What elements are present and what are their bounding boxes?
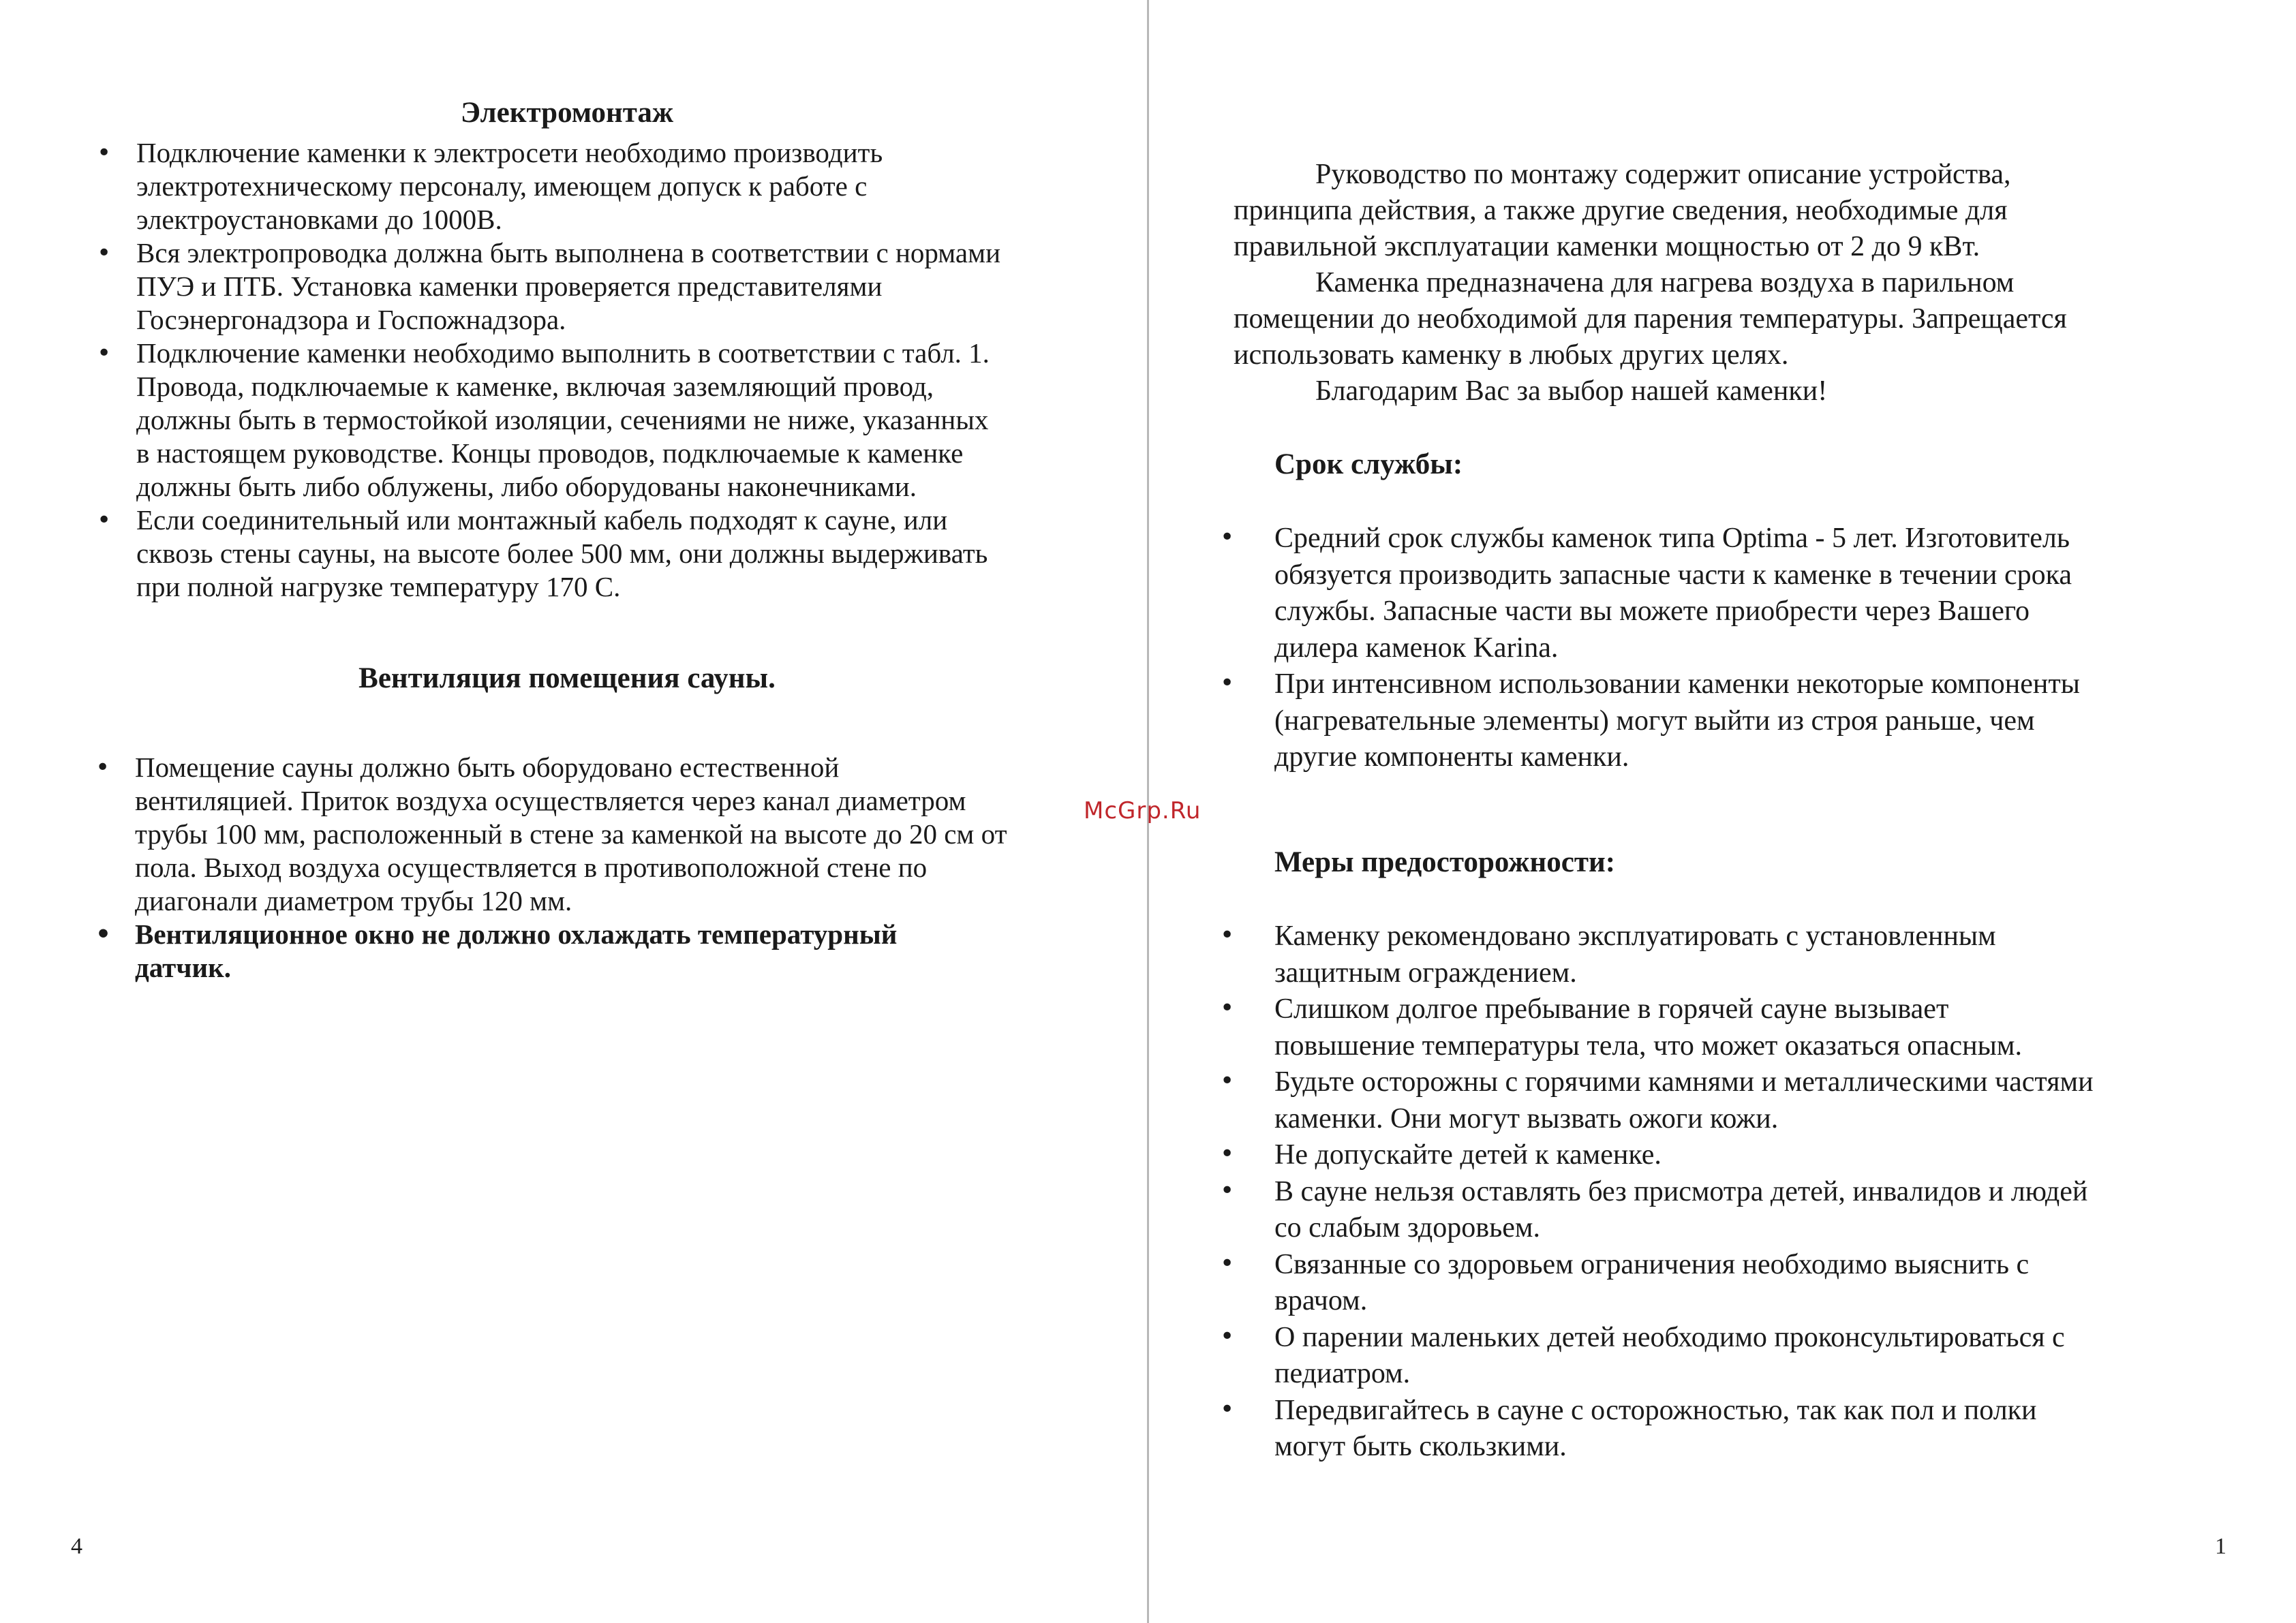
intro-paragraph: Руководство по монтажу содержит описание устройства, принципа действия, а также другие сведения, необходимые для правильной эксплуатации каменки мощностью от 2 до 9 кВт. [1234,159,2011,262]
electrical-heading: Электромонтаж [460,97,674,129]
electrical-list [136,136,1090,604]
list-item: • Не допускайте детей к каменке. [1274,1137,2269,1174]
precautions-list [1274,918,2269,1466]
service-life-list [1274,521,2263,776]
ventilation-list [135,751,1089,985]
list-item: • При интенсивном использовании каменки некоторые компоненты (нагревательные элементы) могут выйти из строя раньше, чем другие компоненты каменки. [1274,666,2263,776]
list-item: • Каменку рекомендовано эксплуатировать с установленным защитным ограждением. [1274,918,2269,991]
list-item: • Подключение каменки необходимо выполнить в соответствии с табл. 1. Провода, подключаемые к каменке, включая заземляющий провод, должны быть в термостойкой изоляции, сечениями не ниже, указанных в настоящем руководстве. Концы проводов, подключаемые к каменке должны быть либо облужены, либо оборудованы наконечниками. [136,337,1090,504]
watermark: McGrp.Ru [1084,797,1201,824]
list-item-bold: • Вентиляционное окно не должно охлаждать температурный датчик. [135,918,1089,985]
intro-paragraph: Благодарим Вас за выбор нашей каменки! [1315,375,1828,407]
service-life-heading: Срок службы: [1274,448,1463,480]
right-page [1149,0,2296,1623]
list-item: • Вся электропроводка должна быть выполнена в соответствии с нормами ПУЭ и ПТБ. Установка каменки проверяется представителями Госэнергонадзора и Госпожнадзора. [136,236,1090,337]
list-item: • В сауне нельзя оставлять без присмотра детей, инвалидов и людей со слабым здоровьем. [1274,1174,2269,1247]
list-item: • Помещение сауны должно быть оборудовано естественной вентиляцией. Приток воздуха осуществляется через канал диаметром трубы 100 мм, расположенный в стене за каменкой на высоте до 20 см от пола. Выход воздуха осуществляется в противоположной стене по диагонали диаметром трубы 120 мм. [135,751,1089,918]
list-item: • Передвигайтесь в сауне с осторожностью, так как пол и полки могут быть скользкими. [1274,1393,2269,1466]
list-item: • О парении маленьких детей необходимо проконсультироваться с педиатром. [1274,1320,2269,1393]
intro-text [1234,157,2256,409]
list-item: • Слишком долгое пребывание в горячей сауне вызывает повышение температуры тела, что может оказаться опасным. [1274,991,2269,1064]
page-number-right: 1 [2215,1534,2226,1559]
ventilation-heading: Вентиляция помещения сауны. [358,662,776,694]
list-item: • Связанные со здоровьем ограничения необходимо выяснить с врачом. [1274,1247,2269,1320]
precautions-heading: Меры предосторожности: [1274,846,1616,878]
list-item: • Подключение каменки к электросети необходимо производить электротехническому персоналу, имеющем допуск к работе с электроустановками до 1000В. [136,136,1090,236]
list-item: • Если соединительный или монтажный кабель подходят к сауне, или сквозь стены сауны, на высоте более 500 мм, они должны выдерживать при полной нагрузке температуру 170 С. [136,504,1090,604]
list-item: • Средний срок службы каменок типа Optima - 5 лет. Изготовитель обязуется производить запасные части к каменке в течении срока службы. Запасные части вы можете приобрести через Вашего дилера каменок Karina. [1274,521,2263,666]
intro-paragraph: Каменка предназначена для нагрева воздуха в парильном помещении до необходимой для парения температуры. Запрещается использовать каменку в любых других целях. [1234,267,2067,371]
page-number-left: 4 [71,1534,82,1559]
list-item: • Будьте осторожны с горячими камнями и металлическими частями каменки. Они могут вызвать ожоги кожи. [1274,1064,2269,1137]
